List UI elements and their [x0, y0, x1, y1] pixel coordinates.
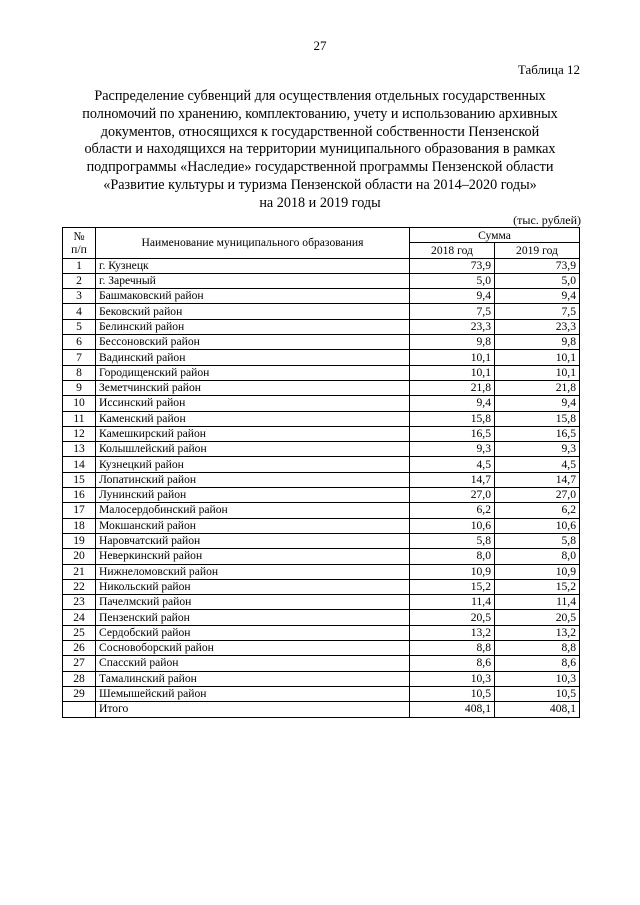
header-year-2019: 2019 год	[495, 243, 580, 258]
row-value-2018: 10,9	[410, 564, 495, 579]
row-value-2018: 11,4	[410, 595, 495, 610]
row-value-2019: 8,0	[495, 549, 580, 564]
row-number: 15	[63, 472, 96, 487]
row-name: Городищенский район	[96, 365, 410, 380]
header-number-line2: п/п	[71, 242, 87, 256]
header-number	[63, 228, 96, 259]
table-row	[63, 503, 580, 518]
table-row	[63, 289, 580, 304]
row-number: 18	[63, 518, 96, 533]
row-number: 19	[63, 533, 96, 548]
title-line: документов, относящихся к государственной собственности Пензенской	[100, 123, 540, 140]
table-row	[63, 625, 580, 640]
table-total-row	[63, 702, 580, 717]
row-name: Иссинский район	[96, 396, 410, 411]
row-value-2019: 5,8	[495, 533, 580, 548]
row-value-2018: 7,5	[410, 304, 495, 319]
table-row	[63, 258, 580, 273]
table-row	[63, 457, 580, 472]
row-value-2019: 4,5	[495, 457, 580, 472]
row-value-2019: 6,2	[495, 503, 580, 518]
row-name: г. Кузнецк	[96, 258, 410, 273]
row-number	[63, 702, 96, 717]
row-number: 28	[63, 671, 96, 686]
table-row	[63, 396, 580, 411]
row-value-2019: 8,8	[495, 641, 580, 656]
row-number: 5	[63, 319, 96, 334]
row-number: 29	[63, 686, 96, 701]
row-value-2018: 27,0	[410, 488, 495, 503]
row-value-2018: 8,8	[410, 641, 495, 656]
table-row	[63, 641, 580, 656]
row-name: Башмаковский район	[96, 289, 410, 304]
row-number: 2	[63, 273, 96, 288]
row-value-2019: 10,9	[495, 564, 580, 579]
table-row	[63, 595, 580, 610]
row-name: Каменский район	[96, 411, 410, 426]
row-number: 4	[63, 304, 96, 319]
row-value-2019: 8,6	[495, 656, 580, 671]
table-row	[63, 518, 580, 533]
row-number: 9	[63, 380, 96, 395]
row-value-2019: 9,4	[495, 289, 580, 304]
table-row	[63, 335, 580, 350]
row-value-2019: 11,4	[495, 595, 580, 610]
header-year-2018: 2018 год	[410, 243, 495, 258]
row-name: Пачелмский район	[96, 595, 410, 610]
table-row	[63, 442, 580, 457]
row-value-2018: 6,2	[410, 503, 495, 518]
row-value-2019: 10,5	[495, 686, 580, 701]
row-value-2019: 10,3	[495, 671, 580, 686]
row-name: Лопатинский район	[96, 472, 410, 487]
row-name: Камешкирский район	[96, 426, 410, 441]
row-name: Сердобский район	[96, 625, 410, 640]
table-row	[63, 686, 580, 701]
row-number: 7	[63, 350, 96, 365]
table-label: Таблица 12	[517, 62, 580, 77]
row-value-2018: 21,8	[410, 380, 495, 395]
document-title	[70, 88, 570, 213]
row-value-2018: 9,8	[410, 335, 495, 350]
row-number: 11	[63, 411, 96, 426]
table-row	[63, 579, 580, 594]
row-number: 25	[63, 625, 96, 640]
title-line: на 2018 и 2019 годы	[259, 194, 381, 211]
row-value-2018: 9,3	[410, 442, 495, 457]
row-name: Бековский район	[96, 304, 410, 319]
row-value-2019: 9,4	[495, 396, 580, 411]
row-name: Неверкинский район	[96, 549, 410, 564]
row-number: 12	[63, 426, 96, 441]
row-value-2018: 73,9	[410, 258, 495, 273]
row-name: Спасский район	[96, 656, 410, 671]
row-value-2018: 9,4	[410, 396, 495, 411]
row-value-2018: 10,1	[410, 350, 495, 365]
row-name: Наровчатский район	[96, 533, 410, 548]
row-value-2019: 21,8	[495, 380, 580, 395]
row-number: 6	[63, 335, 96, 350]
table-row	[63, 564, 580, 579]
row-name: Бессоновский район	[96, 335, 410, 350]
row-name: Колышлейский район	[96, 442, 410, 457]
row-value-2019: 9,8	[495, 335, 580, 350]
title-line: «Развитие культуры и туризма Пензенской области на 2014–2020 годы»	[103, 176, 537, 193]
table-row	[63, 411, 580, 426]
table-row	[63, 488, 580, 503]
row-number: 8	[63, 365, 96, 380]
row-name: Вадинский район	[96, 350, 410, 365]
row-name: Пензенский район	[96, 610, 410, 625]
row-value-2018: 20,5	[410, 610, 495, 625]
row-value-2018: 10,3	[410, 671, 495, 686]
row-value-2018: 9,4	[410, 289, 495, 304]
row-value-2018: 14,7	[410, 472, 495, 487]
header-sum: Сумма	[410, 228, 580, 243]
page-number: 27	[313, 38, 327, 53]
table-row	[63, 671, 580, 686]
row-name: Кузнецкий район	[96, 457, 410, 472]
table-row	[63, 365, 580, 380]
row-value-2019: 9,3	[495, 442, 580, 457]
row-value-2018: 5,8	[410, 533, 495, 548]
row-value-2019: 13,2	[495, 625, 580, 640]
table-row	[63, 533, 580, 548]
row-number: 27	[63, 656, 96, 671]
row-value-2019: 15,8	[495, 411, 580, 426]
table-row	[63, 380, 580, 395]
row-value-2019: 16,5	[495, 426, 580, 441]
row-name: Лунинский район	[96, 488, 410, 503]
row-number: 13	[63, 442, 96, 457]
row-number: 3	[63, 289, 96, 304]
row-number: 16	[63, 488, 96, 503]
title-line: подпрограммы «Наследие» государственной программы Пензенской области	[86, 159, 554, 176]
row-number: 14	[63, 457, 96, 472]
row-name: Малосердобинский район	[96, 503, 410, 518]
row-value-2018: 15,2	[410, 579, 495, 594]
subsidy-table	[62, 227, 580, 718]
row-value-2018: 10,5	[410, 686, 495, 701]
row-name: г. Заречный	[96, 273, 410, 288]
table-row	[63, 426, 580, 441]
header-name: Наименование муниципального образования	[96, 228, 410, 259]
row-value-2018: 23,3	[410, 319, 495, 334]
table-row	[63, 273, 580, 288]
row-name: Итого	[96, 702, 410, 717]
row-number: 26	[63, 641, 96, 656]
row-value-2018: 8,0	[410, 549, 495, 564]
row-value-2019: 10,6	[495, 518, 580, 533]
row-value-2019: 5,0	[495, 273, 580, 288]
row-name: Белинский район	[96, 319, 410, 334]
row-value-2019: 15,2	[495, 579, 580, 594]
row-value-2018: 8,6	[410, 656, 495, 671]
row-value-2019: 27,0	[495, 488, 580, 503]
row-value-2018: 10,6	[410, 518, 495, 533]
row-value-2018: 10,1	[410, 365, 495, 380]
table-row	[63, 319, 580, 334]
table-row	[63, 610, 580, 625]
table-row	[63, 656, 580, 671]
row-value-2018: 15,8	[410, 411, 495, 426]
row-value-2018: 13,2	[410, 625, 495, 640]
units-label: (тыс. рублей)	[513, 213, 581, 227]
row-number: 17	[63, 503, 96, 518]
row-number: 21	[63, 564, 96, 579]
row-value-2019: 7,5	[495, 304, 580, 319]
title-line: полномочий по хранению, комплектованию, учету и использованию архивных	[82, 105, 558, 122]
table-row	[63, 350, 580, 365]
row-name: Шемышейский район	[96, 686, 410, 701]
table-row	[63, 549, 580, 564]
row-number: 24	[63, 610, 96, 625]
row-value-2019: 10,1	[495, 365, 580, 380]
row-value-2019: 408,1	[495, 702, 580, 717]
row-name: Никольский район	[96, 579, 410, 594]
row-value-2018: 16,5	[410, 426, 495, 441]
row-name: Сосновоборский район	[96, 641, 410, 656]
row-value-2019: 10,1	[495, 350, 580, 365]
table-row	[63, 304, 580, 319]
row-name: Мокшанский район	[96, 518, 410, 533]
row-value-2018: 5,0	[410, 273, 495, 288]
row-name: Земетчинский район	[96, 380, 410, 395]
row-value-2019: 73,9	[495, 258, 580, 273]
row-number: 22	[63, 579, 96, 594]
row-number: 10	[63, 396, 96, 411]
row-number: 23	[63, 595, 96, 610]
table-header-row	[63, 228, 580, 243]
row-value-2019: 23,3	[495, 319, 580, 334]
row-value-2019: 14,7	[495, 472, 580, 487]
header-number-line1: №	[73, 229, 85, 243]
row-number: 1	[63, 258, 96, 273]
row-number: 20	[63, 549, 96, 564]
row-value-2018: 4,5	[410, 457, 495, 472]
title-line: Распределение субвенций для осуществления отдельных государственных	[94, 88, 546, 104]
row-value-2019: 20,5	[495, 610, 580, 625]
row-name: Нижнеломовский район	[96, 564, 410, 579]
title-line: области и находящихся на территории муниципального образования в рамках	[84, 141, 556, 158]
table-row	[63, 472, 580, 487]
table-body	[63, 258, 580, 717]
row-name: Тамалинский район	[96, 671, 410, 686]
row-value-2018: 408,1	[410, 702, 495, 717]
